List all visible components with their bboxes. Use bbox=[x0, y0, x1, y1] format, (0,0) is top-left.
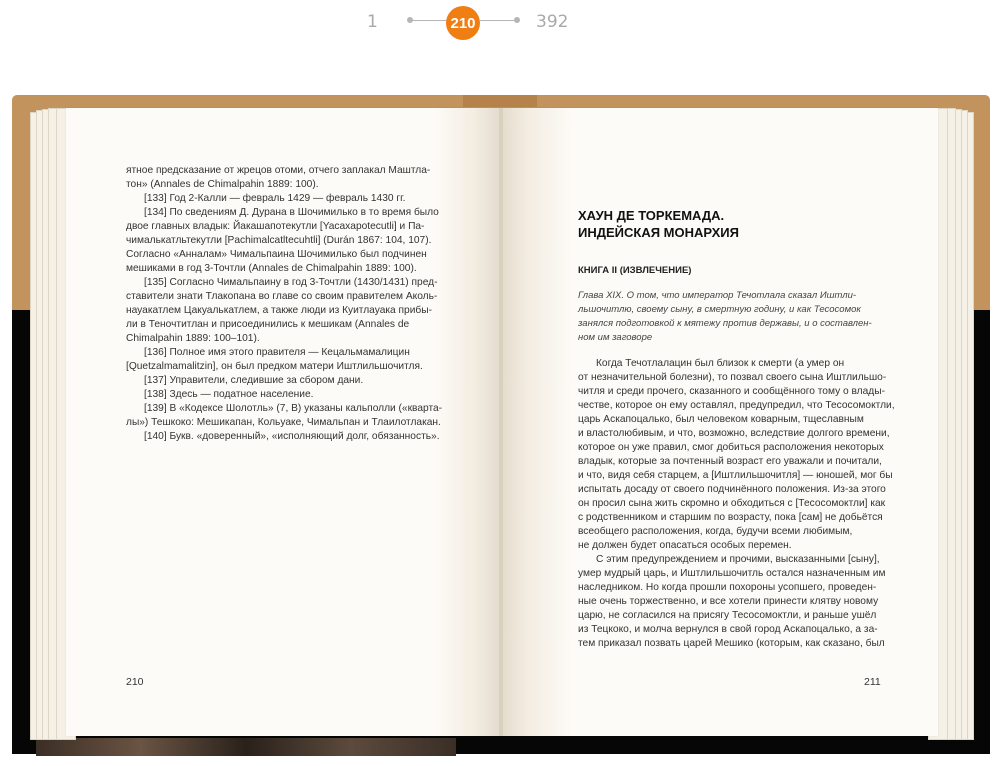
footnote-line: тон» (Annales de Chimalpahin 1889: 100). bbox=[126, 179, 319, 190]
footnote-line: [140] Букв. «доверенный», «исполняющий долг, обязанность». bbox=[144, 431, 440, 442]
body-line: С этим предупреждением и прочими, высказанными [сыну], bbox=[596, 554, 880, 565]
footnote-line: ставители знати Тлакопана во главе со своим правителем Аколь- bbox=[126, 291, 438, 302]
footnote-line: [Quetzalmamalitzin], он был предком матери Иштлильшочитля. bbox=[126, 361, 423, 372]
body-line: умер мудрый царь, и Иштлильшочитль остался назначенным им bbox=[578, 568, 886, 579]
body-line: читля и среди прочего, сказанного и сообщённого тому о влады- bbox=[578, 386, 885, 397]
body-text bbox=[578, 357, 895, 651]
cover-photo-strip bbox=[36, 738, 456, 756]
body-line: и что, видя себя старцем, а [Иштлильшочитля] — юношей, мог бы bbox=[578, 470, 893, 481]
lead-line: ном им заговоре bbox=[578, 332, 653, 343]
body-line: которое он уже правил, смог добиться расположения некоторых bbox=[578, 442, 884, 453]
book-gutter bbox=[499, 108, 503, 736]
chapter-title-line: ХАУН ДЕ ТОРКЕМАДА. bbox=[578, 208, 725, 223]
footnote-line: ятное предсказание от жрецов отоми, отчего заплакал Маштла- bbox=[126, 165, 431, 176]
chapter-lead bbox=[578, 289, 883, 345]
body-line: царю, не согласился на присягу Тесосомоктли, и раньше ушёл bbox=[578, 610, 877, 621]
body-line: владык, которые за почтенный возраст его уважали и почитали, bbox=[578, 456, 882, 467]
body-line: наследником. Но когда прошли похороны усопшего, проведен- bbox=[578, 582, 877, 593]
body-line: ные очень торжественно, и все хотели принести клятву новому bbox=[578, 596, 879, 607]
body-line: испытать досаду от своего подчинённого положения. Из-за этого bbox=[578, 484, 886, 495]
body-line: всеобщего расположения, когда, будучи всеми любимым, bbox=[578, 526, 853, 537]
page-number-right: 211 bbox=[864, 676, 881, 688]
body-line: от незначительной болезни), то позвал своего сына Иштлильшо- bbox=[578, 372, 887, 383]
body-line: не должен будет опасаться особых перемен. bbox=[578, 540, 792, 551]
body-line: Когда Течотлалацин был близок к смерти (а умер он bbox=[596, 358, 845, 369]
book-section-heading: КНИГА II (ИЗВЛЕЧЕНИЕ) bbox=[578, 265, 692, 276]
footnote-line: [138] Здесь — податное население. bbox=[144, 389, 314, 400]
lead-line: занялся подготовкой к мятежу против державы, и о составлен- bbox=[578, 318, 872, 329]
footnote-line: [133] Год 2-Калли — февраль 1429 — февраль 1430 гг. bbox=[144, 193, 406, 204]
footnote-line: двое главных владык: Йакашапотекутли [Yacaxapotecutli] и Па- bbox=[126, 221, 425, 232]
footnote-line: чималькатльтекутли [Pachimalcatltecuhtli] (Durán 1867: 104, 107). bbox=[126, 235, 432, 246]
body-line: тем приказал позвать царей Мешико (которым, как сказано, был bbox=[578, 638, 885, 649]
body-line: честве, которое он ему оставлял, предупредил, что Тесосомоктли, bbox=[578, 400, 895, 411]
body-line: из Тецкоко, и молча вернулся в свой город Аскапоцалько, а за- bbox=[578, 624, 878, 635]
footnote-line: [139] В «Кодексе Шолотль» (7, В) указаны кальполли («кварта- bbox=[144, 403, 443, 414]
footnote-line: ли в Теночтитлан и присоединились к мешикам (Annales de bbox=[126, 319, 410, 330]
footnote-line: науакатлем Цакуалькатлем, а также люди из Куитлауака прибы- bbox=[126, 305, 432, 316]
footnote-line: [135] Согласно Чимальпаину в год 3-Точтли (1430/1431) пред- bbox=[144, 277, 438, 288]
footnote-line: Согласно «Анналам» Чимальпаина Шочимилько был подчинен bbox=[126, 249, 427, 260]
footnote-line: Chimalpahin 1889: 100–101). bbox=[126, 333, 260, 344]
body-line: и властолюбивым, и что, возможно, вследствие долгого времени, bbox=[578, 428, 890, 439]
footnote-line: [136] Полное имя этого правителя — Кецальмамалицин bbox=[144, 347, 410, 358]
footnote-line: [134] По сведениям Д. Дурана в Шочимилько в то время было bbox=[144, 207, 439, 218]
last-page-link[interactable]: 392 bbox=[536, 12, 569, 32]
chapter-title-line: ИНДЕЙСКАЯ МОНАРХИЯ bbox=[578, 225, 739, 240]
body-line: царь Аскапоцалько, был человеком коварным, тщеславным bbox=[578, 414, 864, 425]
footnotes-block bbox=[126, 164, 443, 444]
lead-line: Глава XIX. О том, что император Течотлала сказал Иштли- bbox=[578, 290, 857, 301]
footnote-line: [137] Управители, следившие за сбором дани. bbox=[144, 375, 364, 386]
book-spine-top bbox=[463, 95, 537, 107]
body-line: он просил сына жить скромно и обходиться с [Тесосомоктли] как bbox=[578, 498, 886, 509]
current-page-indicator[interactable]: 210 bbox=[446, 6, 480, 40]
body-line: с родственником и старшим по возрасту, пока [сам] не добьётся bbox=[578, 512, 883, 523]
first-page-link[interactable]: 1 bbox=[367, 12, 378, 32]
chapter-title bbox=[578, 207, 883, 241]
page-number-left: 210 bbox=[126, 676, 144, 688]
footnote-line: мешиками в год 3-Точтли (Annales de Chimalpahin 1889: 100). bbox=[126, 263, 417, 274]
lead-line: льшочитлю, своему сыну, в смертную годину, и как Тесосомок bbox=[578, 304, 861, 315]
footnote-line: лы») Тешкоко: Мешикапан, Кольуаке, Чимальпан и Тлаилотлакан. bbox=[126, 417, 441, 428]
